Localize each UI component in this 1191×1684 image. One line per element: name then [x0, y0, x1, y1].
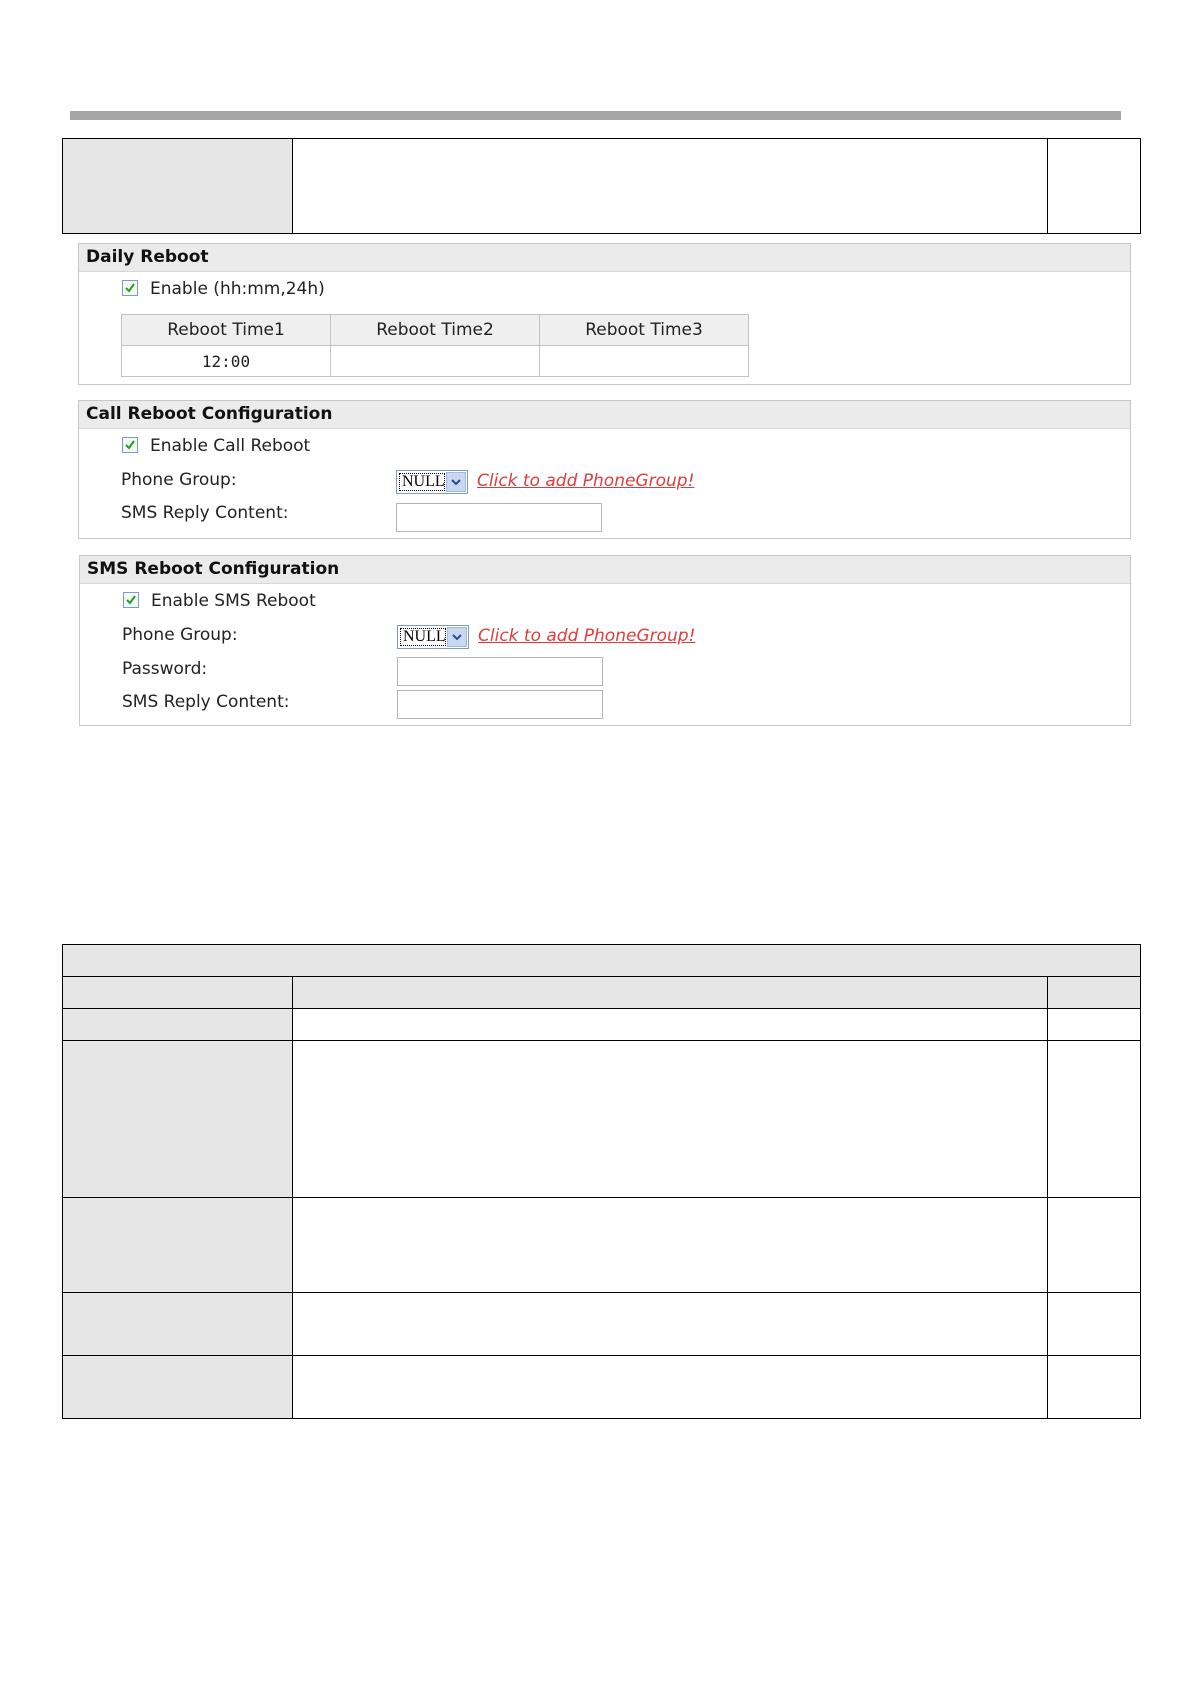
doc-row-extra: [1048, 1356, 1141, 1419]
chevron-down-icon[interactable]: [447, 627, 467, 647]
doc-row-desc: [293, 1009, 1048, 1041]
reboot-time-header: Reboot Time1: [122, 315, 331, 346]
sms-reboot-enable-label: Enable SMS Reboot: [151, 591, 316, 611]
phone-group-select[interactable]: [397, 625, 469, 649]
add-phonegroup-link[interactable]: Click to add PhoneGroup!: [477, 471, 695, 491]
header-rule: [70, 111, 1121, 120]
doc-row-extra: [1048, 1293, 1141, 1356]
doc-row-desc: [293, 1041, 1048, 1198]
doc-table-bottom: [62, 944, 1141, 1419]
reboot-time-table: [121, 314, 749, 377]
doc-cell-extra: [1048, 139, 1141, 234]
panel-title: Call Reboot Configuration: [79, 401, 1130, 429]
sms-reply-label: SMS Reply Content:: [121, 503, 289, 523]
sms-reboot-panel: [79, 555, 1131, 726]
doc-row-label: [63, 1041, 293, 1198]
doc-row-extra: [1048, 1009, 1141, 1041]
call-reboot-panel: [78, 400, 1131, 539]
phone-group-select[interactable]: [396, 470, 468, 494]
reboot-time-3-field[interactable]: [540, 346, 749, 377]
sms-reply-input[interactable]: [397, 690, 603, 719]
password-input[interactable]: [397, 657, 603, 686]
daily-reboot-enable-label: Enable (hh:mm,24h): [150, 279, 325, 299]
doc-row-extra: [1048, 1198, 1141, 1293]
phone-group-label: Phone Group:: [121, 470, 237, 490]
doc-header-cell: [1048, 977, 1141, 1009]
doc-row-desc: [293, 1293, 1048, 1356]
doc-header-cell: [293, 977, 1048, 1009]
call-reboot-checkbox[interactable]: [122, 437, 138, 453]
doc-header-cell: [63, 977, 293, 1009]
chevron-down-icon[interactable]: [446, 472, 466, 492]
doc-row-label: [63, 1198, 293, 1293]
sms-reboot-checkbox[interactable]: [123, 592, 139, 608]
doc-row-label: [63, 1356, 293, 1419]
panel-title: SMS Reboot Configuration: [80, 556, 1130, 584]
doc-cell-label: [63, 139, 293, 234]
reboot-time-header: Reboot Time3: [540, 315, 749, 346]
daily-reboot-panel: [78, 243, 1131, 385]
doc-row-desc: [293, 1198, 1048, 1293]
password-label: Password:: [122, 659, 208, 679]
doc-row-label: [63, 1293, 293, 1356]
sms-reply-label: SMS Reply Content:: [122, 692, 290, 712]
doc-row-label: [63, 1009, 293, 1041]
phone-group-label: Phone Group:: [122, 625, 238, 645]
sms-reply-input[interactable]: [396, 503, 602, 532]
doc-row-desc: [293, 1356, 1048, 1419]
phone-group-value: NULL: [399, 473, 445, 491]
reboot-time-header: Reboot Time2: [331, 315, 540, 346]
doc-table-top: [62, 138, 1141, 234]
reboot-time-1-field[interactable]: 12:00: [122, 346, 331, 377]
phone-group-value: NULL: [400, 628, 446, 646]
add-phonegroup-link[interactable]: Click to add PhoneGroup!: [478, 626, 696, 646]
call-reboot-enable-label: Enable Call Reboot: [150, 436, 311, 456]
doc-table-caption: [63, 945, 1141, 977]
panel-title: Daily Reboot: [79, 244, 1130, 272]
doc-cell-desc: [293, 139, 1048, 234]
daily-reboot-checkbox[interactable]: [122, 280, 138, 296]
doc-row-extra: [1048, 1041, 1141, 1198]
reboot-time-2-field[interactable]: [331, 346, 540, 377]
